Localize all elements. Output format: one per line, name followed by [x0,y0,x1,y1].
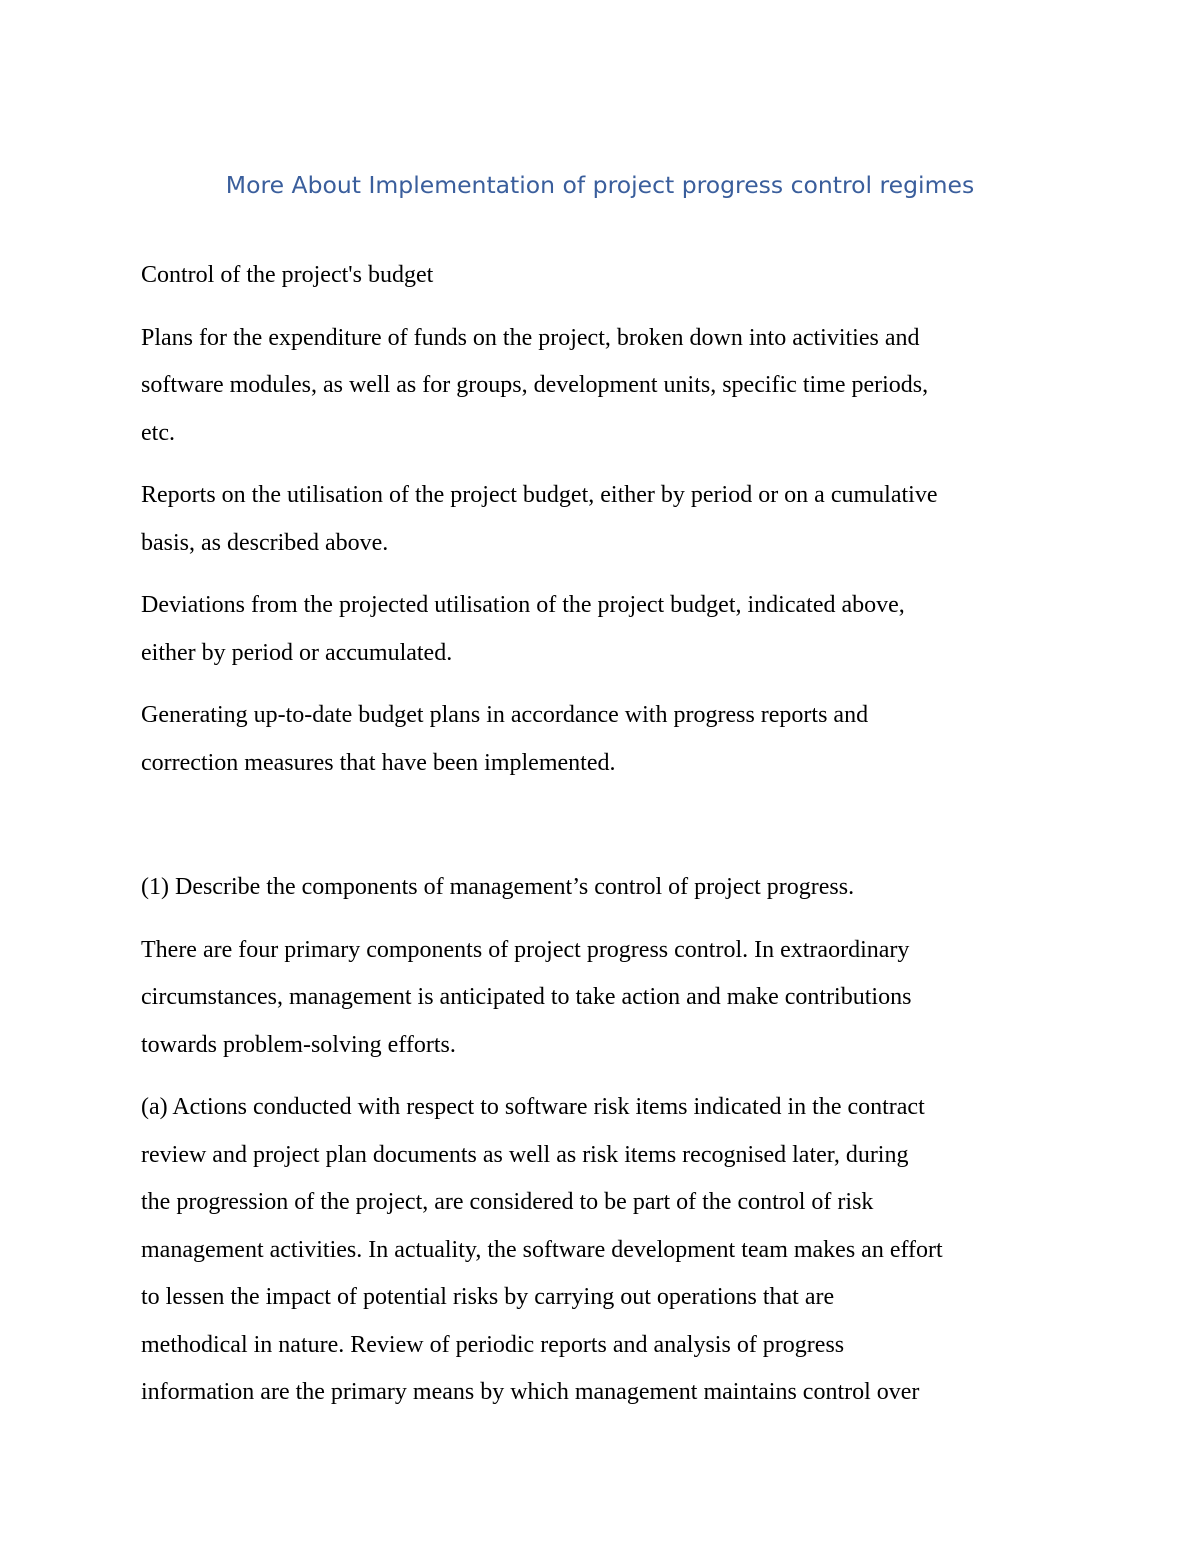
paragraph-expenditure-plans [141,315,1066,458]
text-line: either by period or accumulated. [141,639,453,666]
text-line: methodical in nature. Review of periodic reports and analysis of progress [141,1331,845,1358]
text-line: correction measures that have been implemented. [141,749,616,776]
text-line: to lessen the impact of potential risks by carrying out operations that are [141,1284,835,1310]
text-line: Deviations from the projected utilisation of the project budget, indicated above, [141,592,905,618]
paragraph-deviations [141,582,1066,677]
document-title: More About Implementation of project progress control regimes [225,171,975,199]
text-line: Reports on the utilisation of the project budget, either by period or on a cumulative [141,482,938,508]
question-heading: (1) Describe the components of management’s control of project progress. [141,874,855,900]
paragraph-utilisation-reports [141,472,1066,567]
paragraph-risk-management [141,1084,1066,1417]
text-line: basis, as described above. [141,529,389,556]
text-line: software modules, as well as for groups, development units, specific time periods, [141,372,929,398]
paragraph-four-components [141,927,1066,1070]
text-line: Generating up-to-date budget plans in accordance with progress reports and [141,702,869,728]
text-line: review and project plan documents as well as risk items recognised later, during [141,1141,909,1168]
text-line: etc. [141,419,175,446]
section-spacer [141,802,1066,864]
text-line: information are the primary means by which management maintains control over [141,1379,920,1405]
text-line: Plans for the expenditure of funds on the project, broken down into activities and [141,324,920,351]
text-line: circumstances, management is anticipated to take action and make contributions [141,984,912,1010]
text-line: There are four primary components of project progress control. In extraordinary [141,936,910,963]
text-line: (a) Actions conducted with respect to software risk items indicated in the contract [141,1094,925,1120]
text-line: management activities. In actuality, the software development team makes an effort [141,1236,943,1263]
paragraph-budget-plans [141,692,1066,787]
section-heading-budget: Control of the project's budget [141,262,434,288]
document-body [141,252,1066,1432]
text-line: towards problem-solving efforts. [141,1031,456,1058]
text-line: the progression of the project, are considered to be part of the control of risk [141,1189,874,1215]
